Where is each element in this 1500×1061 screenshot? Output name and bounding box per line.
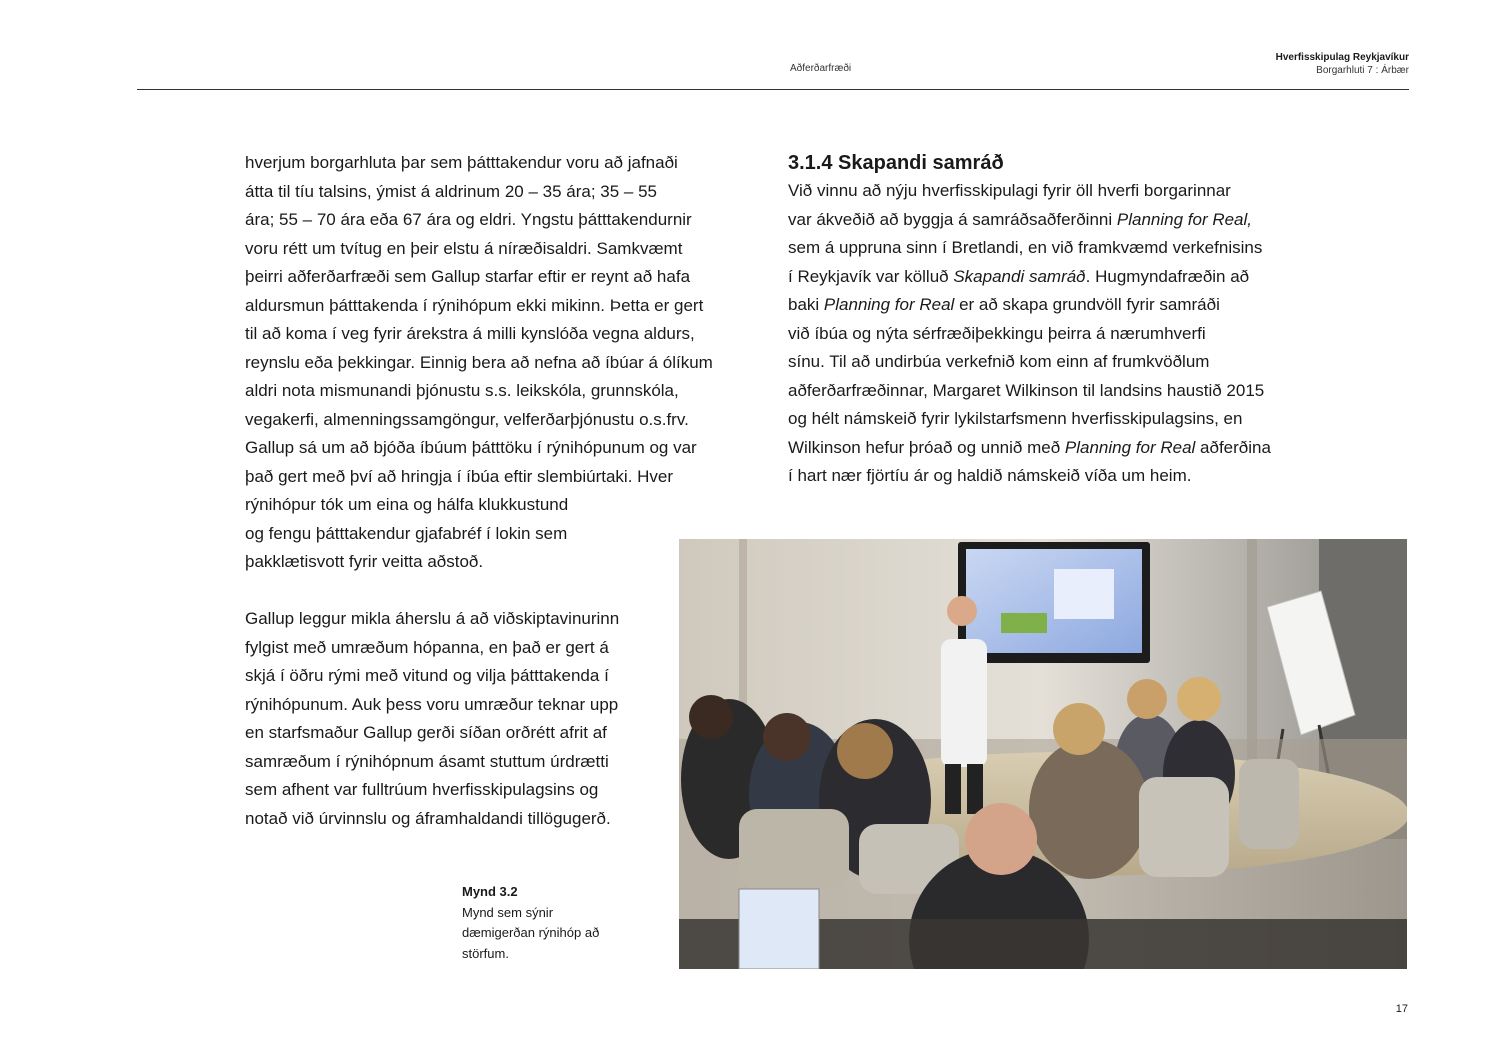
figure-caption bbox=[462, 882, 632, 964]
presenter bbox=[941, 639, 987, 767]
body-text-segment: . Hugmyndafræðin að baki bbox=[788, 266, 1250, 314]
body-text-segment: er að skapa grundvöll fyrir samráði við íbúa og nýta sérfræðiþekkingu þeirra á nærumhverfi sínu. Til að undirbúa verkefnið kom einn af frumkvöðlum aðferðarfræðinnar, Margaret Wilkinson til landsins haustið 2015 og hélt námskeið fyrir lykilstarfsmenn hverfisskipulagsins, en Wilkinson hefur þróað og unnið með bbox=[788, 295, 1265, 457]
right-text-column bbox=[788, 149, 1318, 491]
left-text-column bbox=[245, 149, 745, 833]
focus-group-photo bbox=[679, 539, 1407, 969]
body-paragraph-1: hverjum borgarhluta þar sem þátttakendur voru að jafnaði átta til tíu talsins, ýmist á aldrinum 20 – 35 ára; 35 – 55 ára; 55 – 70 ára eða 67 ára og eldri. Yngstu þátttakendurnir voru rétt um tvítug en þeir elstu á níræðisaldri. Samkvæmt þeirri aðferðarfræði sem Gallup starfar eftir er reynt að hafa aldursmun þátttakenda í rýnihópum ekki mikinn. Þetta er gert til að koma í veg fyrir árekstra á milli kynslóða vegna aldurs, reynslu eða þekkingar. Einnig bera að nefna að íbúar á ólíkum aldri nota mismunandi þjónustu s.s. leikskóla, grunnskóla, vegakerfi, almenningssamgöngur, velferðarþjónustu o.s.frv. Gallup sá um að bjóða íbúum þátttöku í rýnihópunum og var það gert með því að hringja í íbúa eftir slembiúrtaki. Hver rýnihópur tók um eina og hálfa klukkustund og fengu þátttakendur gjafabréf í lokin sem þakklætisvott fyrir veitta aðstoð. bbox=[245, 153, 713, 571]
italic-term: Planning for Real bbox=[823, 295, 955, 314]
header-divider bbox=[137, 89, 1409, 90]
body-text-segment: aðferðina í hart nær fjörtíu ár og haldið námskeið víða um heim. bbox=[788, 437, 1271, 485]
body-text-segment: Við vinnu að nýju hverfisskipulagi fyrir öll hverfi borgarinnar var ákveðið að byggja á samráðsaðferðinni bbox=[788, 181, 1231, 229]
header-document-title: Hverfisskipulag Reykjavíkur bbox=[1275, 52, 1409, 63]
italic-term: Planning for Real, bbox=[1116, 209, 1253, 229]
page-number: 17 bbox=[1395, 1003, 1408, 1015]
header-document-subtitle: Borgarhluti 7 : Árbær bbox=[1316, 65, 1409, 76]
figure-caption-text: Mynd sem sýnir dæmigerðan rýnihóp að störfum. bbox=[462, 904, 600, 961]
figure-number: Mynd 3.2 bbox=[462, 884, 518, 899]
header-document-info bbox=[1276, 51, 1409, 77]
section-body bbox=[788, 177, 1318, 491]
italic-term: Skapandi samráð bbox=[953, 266, 1086, 286]
focus-group-illustration bbox=[679, 539, 1407, 969]
italic-term: Planning for Real bbox=[1064, 437, 1196, 457]
header-section-label: Aðferðarfræði bbox=[790, 63, 852, 74]
section-heading: 3.1.4 Skapandi samráð bbox=[788, 152, 1004, 174]
body-text-segment: sem á uppruna sinn í Bretlandi, en við framkvæmd verkefnisins í Reykjavík var kölluð bbox=[788, 238, 1263, 286]
body-paragraph-2: Gallup leggur mikla áherslu á að viðskiptavinurinn fylgist með umræðum hópanna, en það er gert á skjá í öðru rými með vitund og vilja þátttakenda í rýnihópunum. Auk þess voru umræður teknar upp en starfsmaður Gallup gerði síðan orðrétt afrit af samræðum í rýnihópnum ásamt stuttum úrdrætti sem afhent var fulltrúum hverfisskipulagsins og notað við úrvinnslu og áframhaldandi tillögugerð. bbox=[245, 609, 620, 828]
